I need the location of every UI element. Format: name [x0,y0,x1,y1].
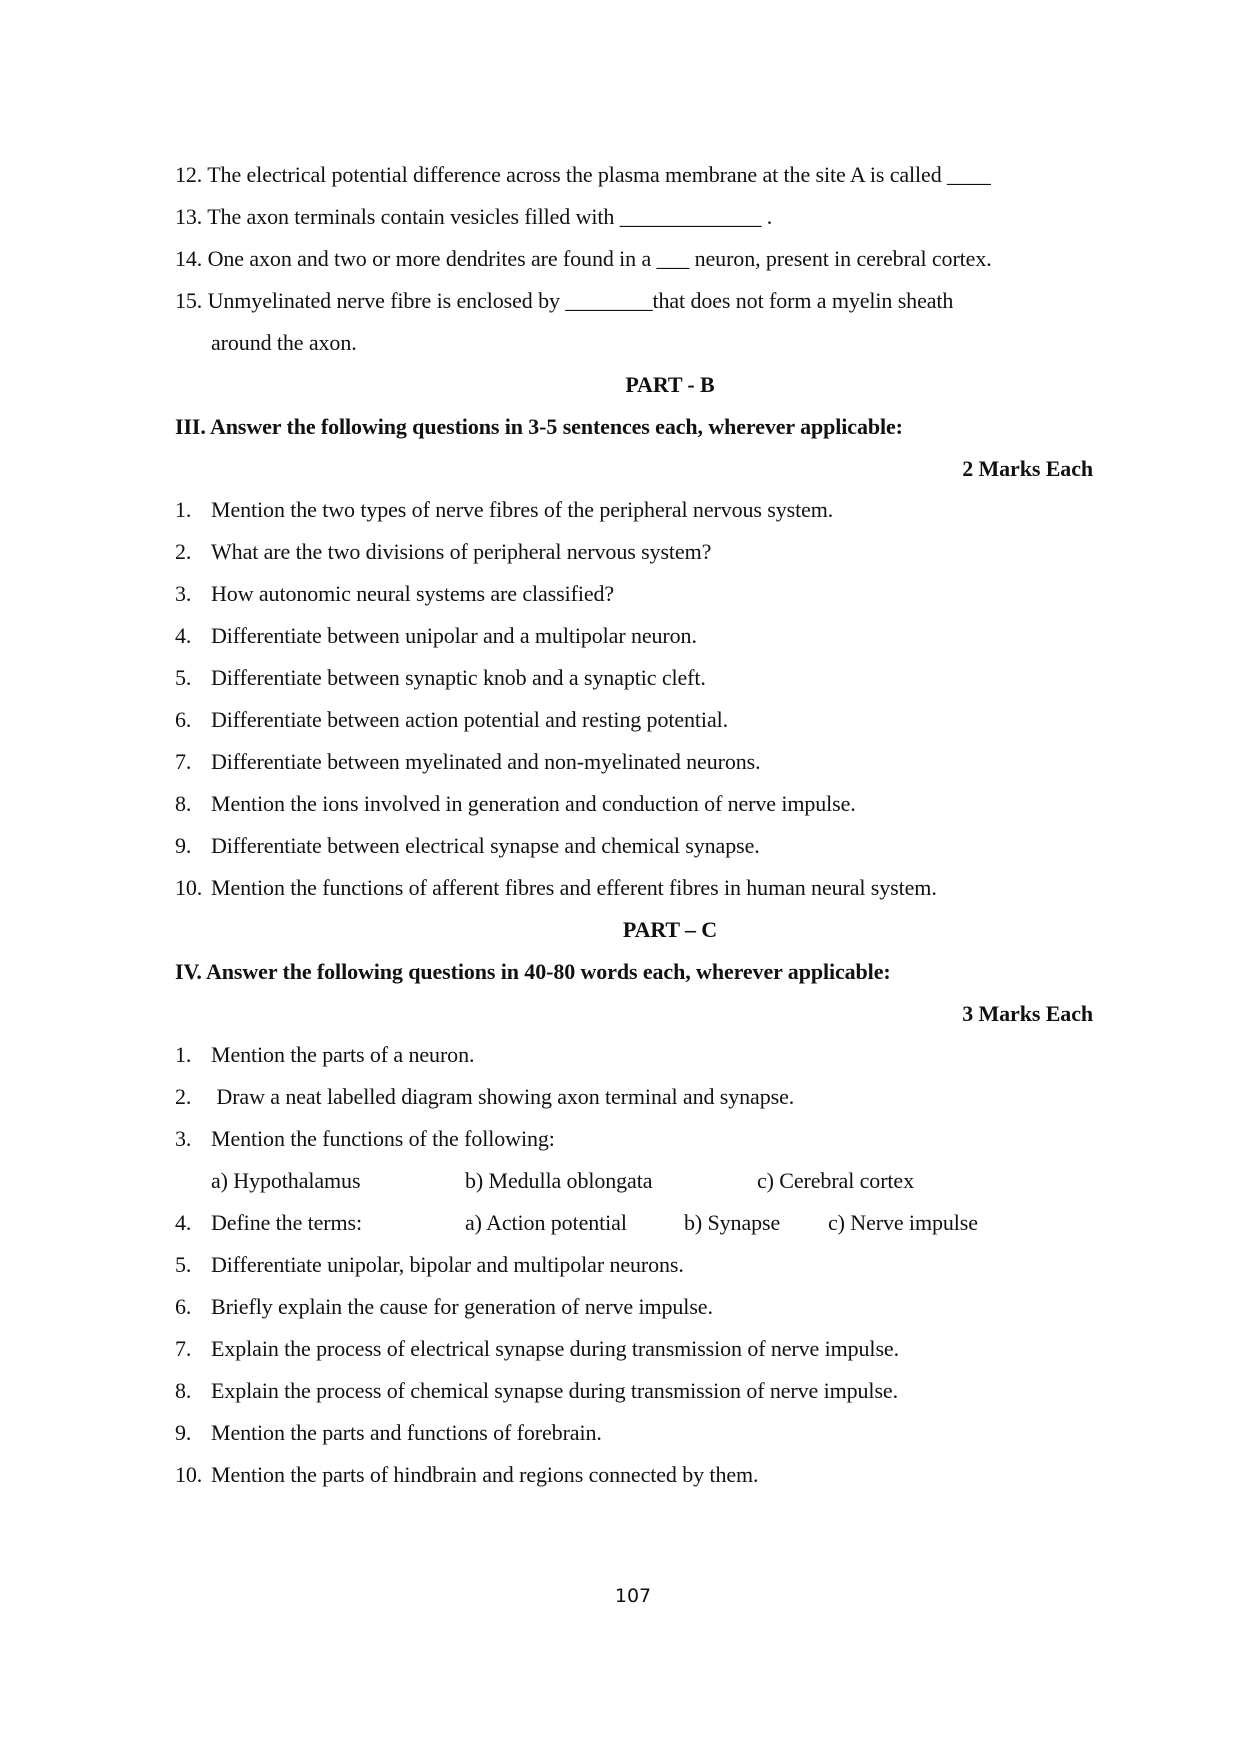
page-number: 107 [614,1585,652,1607]
question-number: 7. [175,1336,192,1361]
option-b: b) Medulla oblongata [465,1168,653,1193]
question-number: 13. [175,204,203,229]
question-number: 14. [175,246,203,271]
option-c: c) Cerebral cortex [757,1168,914,1193]
question-text: Differentiate between electrical synapse and chemical synapse. [211,833,760,858]
part-c-question [175,1210,1075,1236]
question-text: One axon and two or more dendrites are found in a ___ neuron, present in cerebral cortex. [207,246,992,271]
question-number: 10. [175,1462,203,1487]
part-c-question [175,1252,684,1278]
question-text: Unmyelinated nerve fibre is enclosed by ________that does not form a myelin sheath [207,288,954,313]
part-c-question [175,1126,555,1152]
question-number: 4. [175,623,192,648]
question-number: 2. [175,539,192,564]
part-b-question [175,791,856,817]
question-12 [175,162,991,188]
part-b-marks: 2 Marks Each [962,456,1093,481]
part-c-question-3-options [175,1168,1075,1194]
question-text: Mention the functions of afferent fibres and efferent fibres in human neural system. [211,875,937,900]
question-number: 8. [175,1378,192,1403]
part-c-instruction: IV. Answer the following questions in 40-80 words each, wherever applicable: [175,959,891,984]
question-15-continuation: around the axon. [211,330,357,355]
question-number: 3. [175,581,192,606]
part-c-question [175,1420,602,1446]
part-c-marks: 3 Marks Each [962,1001,1093,1026]
part-c-question [175,1084,794,1110]
part-b-question [175,749,761,775]
question-number: 10. [175,875,203,900]
question-text: Briefly explain the cause for generation of nerve impulse. [211,1294,713,1319]
part-b-question [175,665,706,691]
question-text: Differentiate between myelinated and non-myelinated neurons. [211,749,761,774]
part-b-question [175,707,728,733]
question-text: Mention the parts of a neuron. [211,1042,475,1067]
question-14 [175,246,992,272]
question-number: 9. [175,833,192,858]
question-number: 1. [175,497,192,522]
question-number: 2. [175,1084,192,1109]
question-text: Mention the parts of hindbrain and regions connected by them. [211,1462,759,1487]
question-text: Draw a neat labelled diagram showing axon terminal and synapse. [211,1084,795,1109]
question-text: Differentiate between synaptic knob and a synaptic cleft. [211,665,706,690]
part-c-question [175,1042,474,1068]
part-b-question [175,623,697,649]
part-b-heading: PART - B [625,372,715,397]
part-b-question [175,539,711,565]
option-a: a) Action potential [465,1210,627,1235]
part-c-question [175,1336,899,1362]
question-text: Mention the two types of nerve fibres of the peripheral nervous system. [211,497,834,522]
question-number: 6. [175,1294,192,1319]
question-number: 6. [175,707,192,732]
question-text: The axon terminals contain vesicles filled with _____________ . [207,204,773,229]
part-c-question [175,1378,898,1404]
question-number: 15. [175,288,203,313]
question-text: Differentiate between action potential and resting potential. [211,707,729,732]
question-number: 4. [175,1210,192,1235]
question-text: The electrical potential difference across the plasma membrane at the site A is called ____ [207,162,991,187]
question-text: Mention the functions of the following: [211,1126,555,1151]
question-number: 8. [175,791,192,816]
part-b-question [175,833,760,859]
question-text: Differentiate between unipolar and a multipolar neuron. [211,623,697,648]
part-b-question [175,581,614,607]
question-number: 5. [175,1252,192,1277]
part-c-heading: PART – C [622,917,718,942]
question-15 [175,288,953,314]
question-text: Explain the process of chemical synapse during transmission of nerve impulse. [211,1378,898,1403]
question-text: How autonomic neural systems are classified? [211,581,615,606]
question-number: 5. [175,665,192,690]
question-number: 1. [175,1042,192,1067]
option-a: a) Hypothalamus [211,1168,361,1193]
part-c-question [175,1462,758,1488]
question-number: 9. [175,1420,192,1445]
question-number: 3. [175,1126,192,1151]
part-b-instruction: III. Answer the following questions in 3-5 sentences each, wherever applicable: [175,414,903,439]
option-b: b) Synapse [684,1210,781,1235]
question-text: Mention the parts and functions of forebrain. [211,1420,602,1445]
part-b-question [175,875,937,901]
question-text: Define the terms: [211,1210,363,1235]
question-number: 12. [175,162,203,187]
part-c-question [175,1294,713,1320]
question-text: Mention the ions involved in generation and conduction of nerve impulse. [211,791,856,816]
question-13 [175,204,772,230]
part-b-question [175,497,833,523]
question-number: 7. [175,749,192,774]
question-text: What are the two divisions of peripheral nervous system? [211,539,712,564]
question-text: Explain the process of electrical synapse during transmission of nerve impulse. [211,1336,899,1361]
question-text: Differentiate unipolar, bipolar and multipolar neurons. [211,1252,684,1277]
option-c: c) Nerve impulse [828,1210,978,1235]
